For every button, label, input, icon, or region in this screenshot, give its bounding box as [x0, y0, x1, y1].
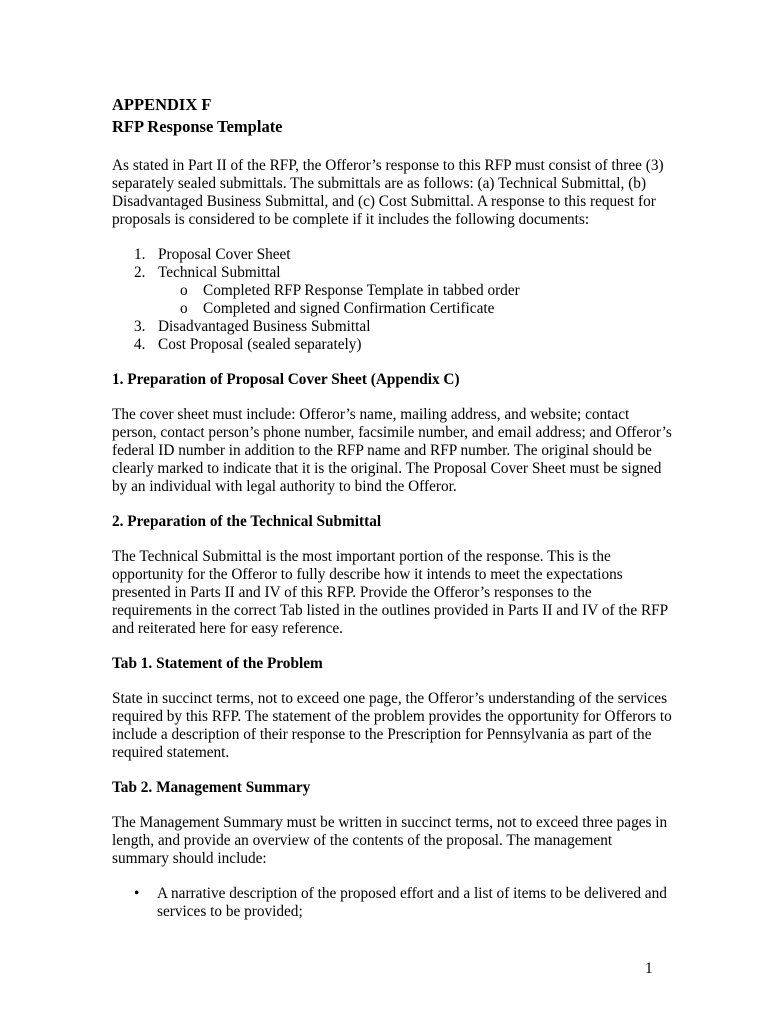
template-title: RFP Response Template [112, 117, 283, 136]
list-number: 3. [134, 318, 146, 335]
list-item-label: A narrative description of the proposed effort and a list of items to be delivered and services to be provided; [157, 885, 667, 920]
list-item-label: Cost Proposal (sealed separately) [158, 336, 362, 353]
section-body-tab1: State in succinct terms, not to exceed one page, the Offeror’s understanding of the services required by this RFP. The statement of the problem provides the opportunity for Offerors to include a description of their response to the Prescription for Pennsylvania as part of the required statement. [112, 690, 672, 761]
list-item-label: Proposal Cover Sheet [158, 246, 291, 263]
section-heading-cover-sheet: 1. Preparation of Proposal Cover Sheet (Appendix C) [112, 371, 460, 388]
section-heading-tab2: Tab 2. Management Summary [112, 779, 311, 796]
sub-list-item-label: Completed RFP Response Template in tabbed order [203, 282, 520, 299]
list-item-label: Technical Submittal [158, 264, 281, 281]
list-item-label: Disadvantaged Business Submittal [158, 318, 371, 335]
list-item [112, 336, 672, 354]
list-item [112, 885, 672, 921]
list-number: 4. [134, 336, 146, 353]
list-number: 1. [134, 246, 146, 263]
sub-list-item-label: Completed and signed Confirmation Certificate [203, 300, 495, 317]
section-body-cover-sheet: The cover sheet must include: Offeror’s name, mailing address, and website; contact person, contact person’s phone number, facsimile number, and email address; and Offeror’s federal ID number in addition to the RFP name and RFP number. The original should be clearly marked to indicate that it is the original. The Proposal Cover Sheet must be signed by an individual with legal authority to bind the Offeror. [112, 406, 672, 495]
circle-bullet-icon: o [180, 300, 188, 317]
sub-list-item [158, 300, 672, 318]
required-documents-list [112, 246, 672, 354]
sub-list-item [158, 282, 672, 300]
section-body-tab2: The Management Summary must be written in succinct terms, not to exceed three pages in length, and provide an overview of the contents of the proposal. The management summary should include: [112, 814, 668, 867]
sub-list [158, 282, 672, 318]
management-summary-list [112, 885, 672, 921]
section-body-technical: The Technical Submittal is the most important portion of the response. This is the opportunity for the Offeror to fully describe how it intends to meet the expectations presented in Parts II and IV of this RFP. Provide the Offeror’s responses to the requirements in the correct Tab listed in the outlines provided in Parts II and IV of the RFP and reiterated here for easy reference. [112, 548, 668, 637]
list-item [112, 264, 672, 318]
bullet-icon: • [134, 885, 140, 902]
document-page [112, 94, 672, 921]
page-number: 1 [645, 960, 653, 977]
section-heading-technical: 2. Preparation of the Technical Submittal [112, 513, 382, 530]
list-number: 2. [134, 264, 146, 281]
appendix-label: APPENDIX F [112, 95, 212, 114]
circle-bullet-icon: o [180, 282, 188, 299]
appendix-title [112, 94, 672, 138]
section-heading-tab1: Tab 1. Statement of the Problem [112, 655, 323, 672]
intro-paragraph: As stated in Part II of the RFP, the Offeror’s response to this RFP must consist of three (3) separately sealed submittals. The submittals are as follows: (a) Technical Submittal, (b) Disadvantaged Business Submittal, and (c) Cost Submittal. A response to this request for proposals is considered to be complete if it includes the following documents: [112, 157, 664, 228]
list-item [112, 318, 672, 336]
list-item [112, 246, 672, 264]
